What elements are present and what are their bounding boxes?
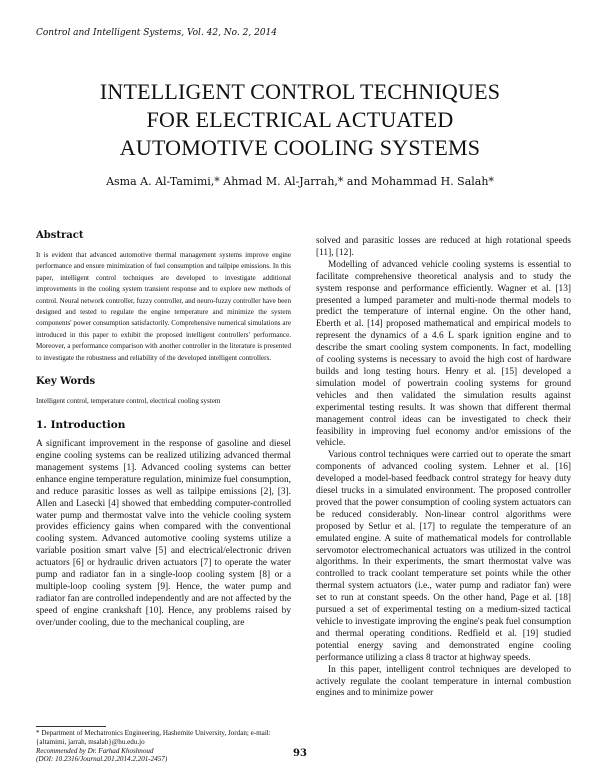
body-paragraph-1: solved and parasitic losses are reduced at high rotational speeds [11], [12].	[316, 236, 571, 258]
title-line-2: FOR ELECTRICAL ACTUATED	[146, 107, 454, 132]
body-paragraph-4: In this paper, intelligent control techniques are developed to actively regulate the coolant temperature in internal combustion engines and to minimize power	[316, 664, 571, 699]
right-column	[316, 236, 571, 700]
keywords-text: Intelligent control, temperature control, electrical cooling system	[36, 397, 221, 406]
title-line-1: INTELLIGENT CONTROL TECHNIQUES	[99, 79, 501, 104]
footnote-recommended: Recommended by Dr. Farhad Khoshnoud	[36, 746, 154, 755]
footnote-doi: (DOI: 10.2316/Journal.201.2014.2.201-2457)	[36, 755, 168, 764]
left-column	[36, 230, 291, 630]
keywords-heading: Key Words	[36, 376, 96, 388]
abstract-heading: Abstract	[36, 230, 84, 241]
footnote-affiliation: * Department of Mechatronics Engineering, Hashemite University, Jordan; e-mail: {altamimi, jarrah, msalah}@hu.edu.jo	[36, 729, 271, 746]
title-line-3: AUTOMOTIVE COOLING SYSTEMS	[119, 135, 481, 160]
introduction-heading: 1. Introduction	[36, 419, 126, 432]
paper-title	[0, 78, 600, 162]
page-number: 93	[293, 748, 307, 759]
introduction-paragraph-1: A significant improvement in the response of gasoline and diesel engine cooling systems can be realized utilizing advanced thermal management systems [1]. Advanced cooling systems can better enhance engine temperature regulation, minimize fuel consumption, and reduce parasitic losses as well as tailpipe emissions [2], [3]. Allen and Lasecki [4] showed that embedding computer-controlled water pump and thermostat valve into the vehicle cooling system provides efficiency gains when compared with the conventional cooling system. Advanced automotive cooling systems utilize a variable position smart valve [5] and electrical/electronic driven actuators [6] or hydraulic driven actuators [7] to operate the water pump and radiator fan in a single-loop cooling system [8] or a multiple-loop cooling system [9]. Hence, the water pump and radiator fan are controlled independently and are not affected by the speed of engine crankshaft [10]. Hence, any problems raised by over/under cooling, due to the mechanical coupling, are	[36, 439, 291, 628]
author-list: Asma A. Al-Tamimi,* Ahmad M. Al-Jarrah,* and Mohammad H. Salah*	[106, 175, 494, 188]
footnote-rule	[36, 726, 106, 727]
abstract-text: It is evident that advanced automotive thermal management systems improve engine performance and ensure minimization of fuel consumption and tailpipe emissions. In this paper, intelligent control techniques are developed to investigate additional improvements in the cooling system transient response and to explore new methods of control. Neural network controller, fuzzy controller, and neuro-fuzzy controller have been designed and tested to regulate the engine temperature and minimize the system components' power consumption satisfactorily. Comprehensive numerical simulations are introduced in this paper to exhibit the proposed intelligent controllers' performance. Moreover, a performance comparison with another controller in the literature is presented to investigate the robustness and reliability of the developed intelligent controllers.	[36, 251, 291, 362]
body-paragraph-3: Various control techniques were carried out to operate the smart components of advanced cooling system. Lehner et al. [16] developed a model-based feedback control strategy for heavy duty diesel trucks in a simulated environment. The proposed controller proved that the power consumption of cooling system actuators can be reduced considerably. Non-linear control algorithms were proposed by Setlur et al. [17] to regulate the temperature of an emulated engine. A suite of mathematical models for controllable servomotor electromechanical actuators was utilized in the control algorithms. In their experiments, the smart thermostat valve was controlled to track coolant temperature set points while the other thermal system actuators (i.e., water pump and radiator fan) were set to run at constant speeds. On the other hand, Page et al. [18] pursued a set of experimental testing on a medium-sized tactical vehicle to investigate improving the engine's peak fuel consumption and thermal operating conditions. Redfield et al. [19] studied potential energy saving and demonstrated engine cooling performance utilizing a class 8 tractor at highway speeds.	[316, 450, 571, 663]
body-paragraph-2: Modelling of advanced vehicle cooling systems is essential to facilitate comprehensive theoretical analysis and to study the system response and performance efficiently. Wagner et al. [13] presented a lumped parameter and multi-node thermal models to predict the temperature of internal engine. On the other hand, Eberth et al. [14] proposed mathematical and empirical models to represent the dynamics of a 4.6 L spark ignition engine and to describe the smart cooling system components. In fact, modelling of cooling systems is necessary to avoid the high cost of hardware builds and long testing hours. Henry et al. [15] developed a simulation model of powertrain cooling systems for ground vehicles and then validated the simulation results against experimental testing results. It was shown that different thermal management control ideas can be investigated to check their feasibility in improving fuel economy and/or emissions of the vehicle.	[316, 259, 571, 449]
journal-header: Control and Intelligent Systems, Vol. 42, No. 2, 2014	[36, 28, 278, 38]
